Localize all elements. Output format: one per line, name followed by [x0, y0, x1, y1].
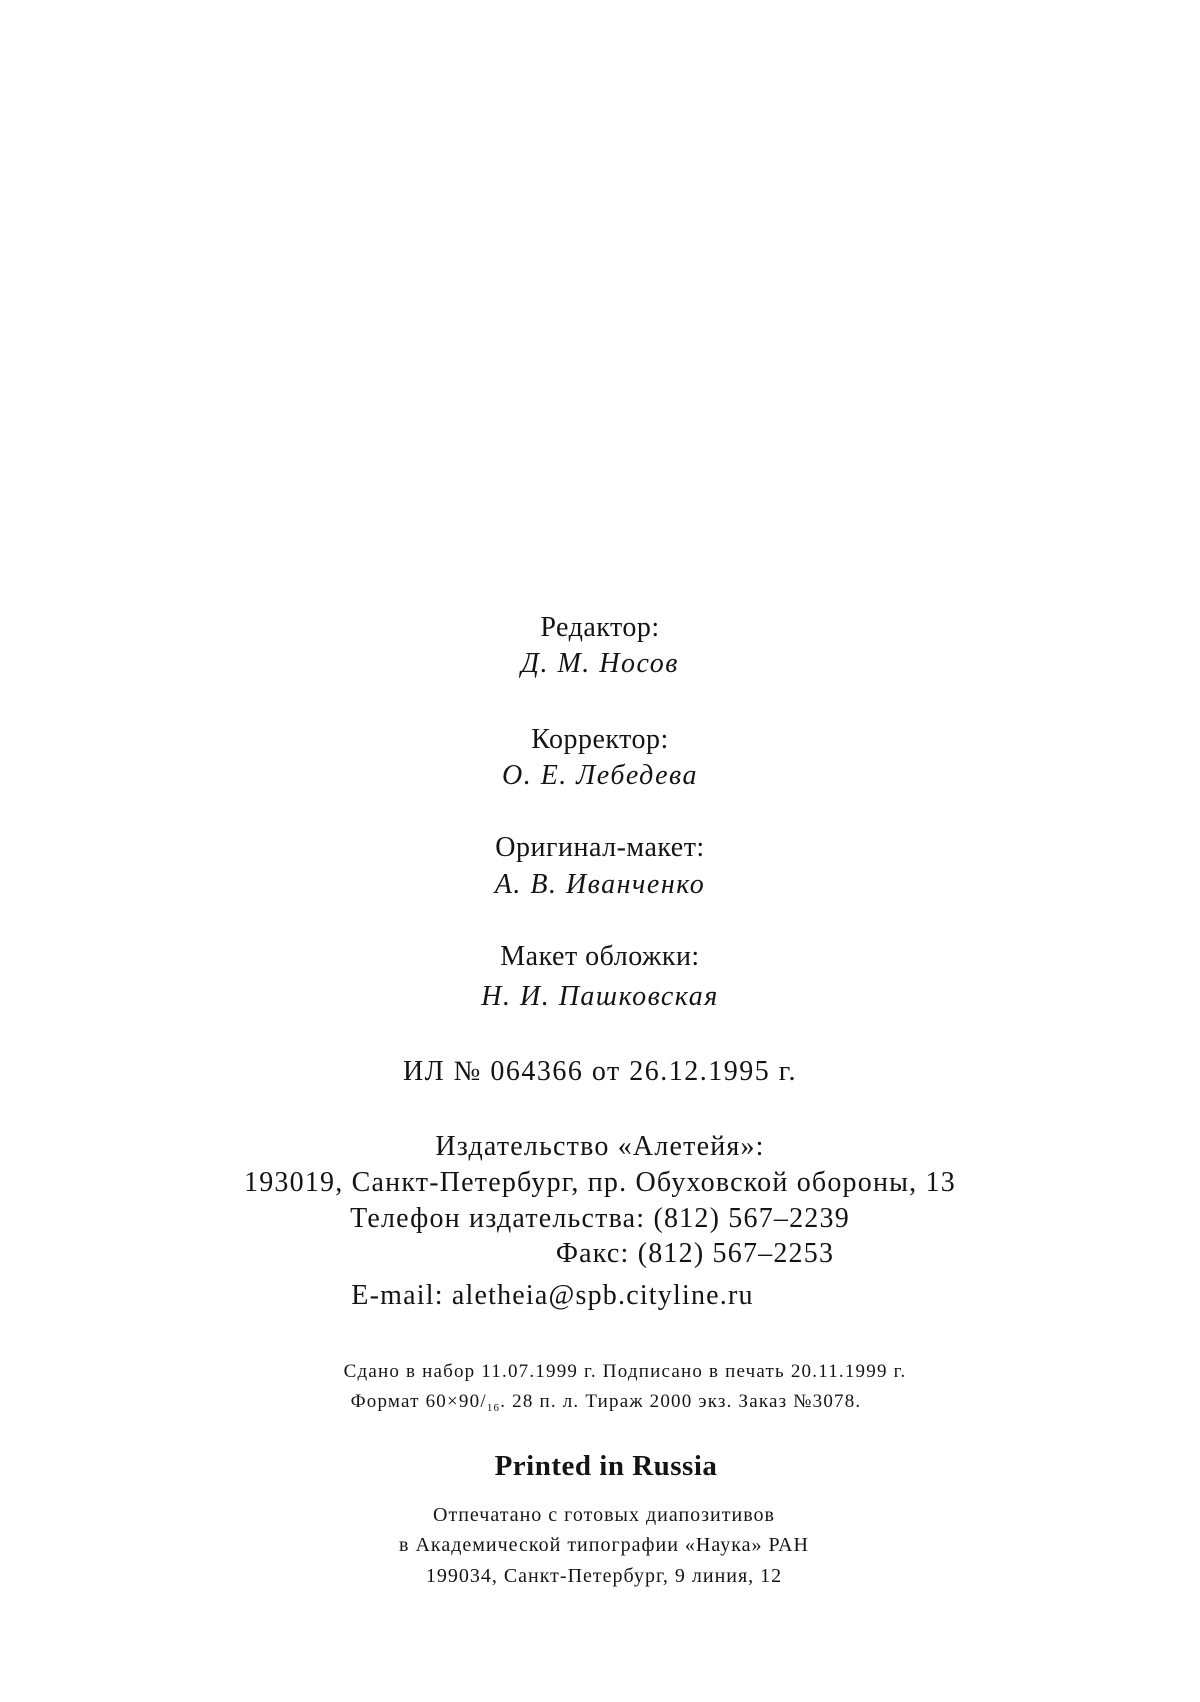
- publisher-fax: Факс: (812) 567–2253: [555, 1238, 835, 1269]
- printed-in-russia: Printed in Russia: [494, 1450, 718, 1482]
- production-format: [0, 1392, 1200, 1414]
- license-number: ИЛ № 064366 от 26.12.1995 г.: [402, 1056, 798, 1087]
- editor-role: Редактор:: [540, 612, 660, 643]
- publisher-phone: Телефон издательства: (812) 567–2239: [350, 1203, 850, 1234]
- publisher-email: E-mail: aletheia@spb.cityline.ru: [351, 1280, 754, 1311]
- cover-name: Н. И. Пашковская: [481, 981, 719, 1012]
- printing-line-1: Отпечатано с готовых диапозитивов: [433, 1504, 775, 1526]
- layout-role: Оригинал-макет:: [495, 832, 705, 863]
- production-dates: Сдано в набор 11.07.1999 г. Подписано в печать 20.11.1999 г.: [343, 1361, 907, 1382]
- editor-name: Д. М. Носов: [521, 648, 679, 679]
- printing-line-3: 199034, Санкт-Петербург, 9 линия, 12: [425, 1565, 783, 1587]
- layout-name: А. В. Иванченко: [494, 869, 706, 900]
- cover-role: Макет обложки:: [500, 941, 700, 972]
- publisher-title: Издательство «Алетейя»:: [435, 1131, 765, 1162]
- proofreader-name: О. Е. Лебедева: [501, 760, 699, 791]
- publisher-address: 193019, Санкт-Петербург, пр. Обуховской обороны, 13: [244, 1167, 956, 1198]
- printing-line-2: в Академической типографии «Наука» РАН: [399, 1534, 809, 1556]
- format-subscript: 16: [486, 1402, 501, 1414]
- format-prefix: Формат 60×90/: [350, 1391, 487, 1412]
- proofreader-role: Корректор:: [531, 724, 669, 755]
- format-suffix: . 28 п. л. Тираж 2000 экз. Заказ №3078.: [500, 1391, 862, 1412]
